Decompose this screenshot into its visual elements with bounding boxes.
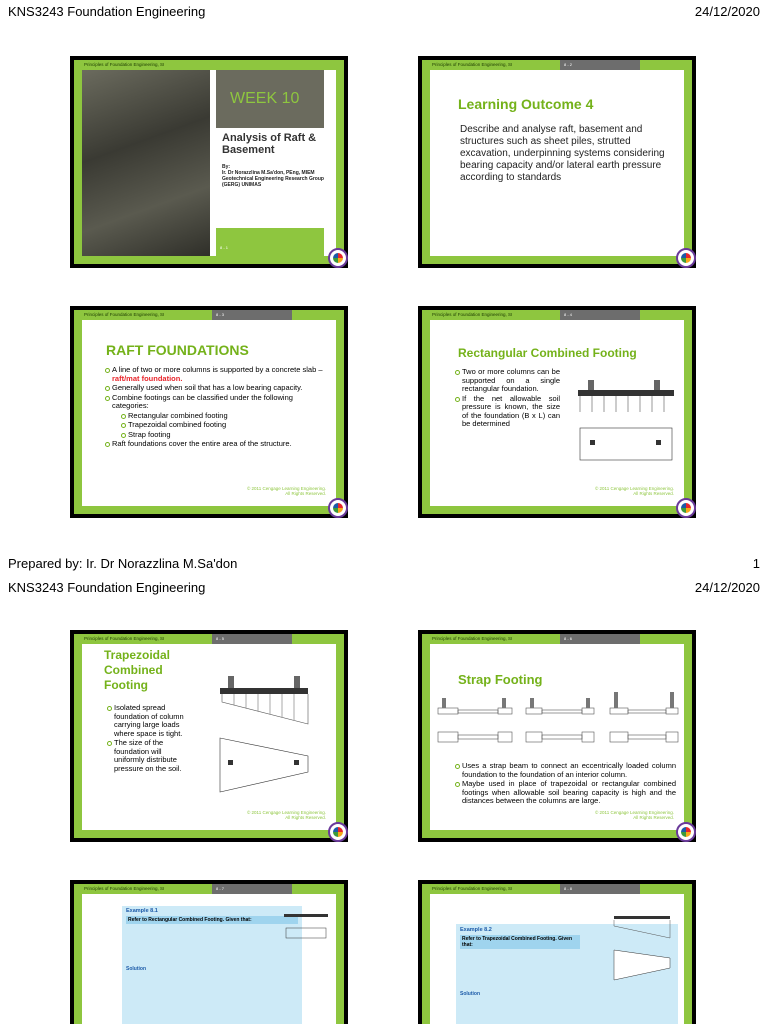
strap-footing-diagram xyxy=(434,692,688,752)
list-item: Uses a strap beam to connect an eccentrically loaded column foundation to the foundation of an interior column. xyxy=(454,762,676,779)
slide-5: Principles of Foundation Engineering, SI 8 - 5 Trapezoidal Combined Footing Isolated spread foundation of column carrying large loads where space is tight. The size of the foundation will uniformly distribute pressure on the soil. © 2011 Cengage Learning Engineering. All Rights Reserved. xyxy=(70,630,348,842)
slide-2-title: Learning Outcome 4 xyxy=(458,96,594,112)
list-item: Two or more columns can be supported on a single rectangular foundation. xyxy=(454,368,560,394)
list-item: Raft foundations cover the entire area of the structure. xyxy=(104,440,326,449)
slide-4-title: Rectangular Combined Footing xyxy=(458,346,637,360)
week-banner: WEEK 10 xyxy=(216,70,324,128)
cengage-logo-icon xyxy=(676,822,696,842)
slide-book-title: Principles of Foundation Engineering, SI xyxy=(82,60,336,70)
slide-2-body: Describe and analyse raft, basement and structures such as sheet piles, strutted excavation, underpinning systems considering bearing capacity and/or lateral earth pressure according to standards xyxy=(460,124,665,183)
trapezoidal-footing-diagram xyxy=(200,652,330,802)
list-item: Maybe used in place of trapezoidal or rectangular combined footings when allowable soil bearing capacity is high and the distances between the columns are large. xyxy=(454,780,676,806)
cengage-logo-icon xyxy=(328,498,348,518)
slide-4-bullets xyxy=(454,368,560,430)
slide-2: Principles of Foundation Engineering, SI 8 - 2 Learning Outcome 4 Describe and analyse raft, basement and structures such as sheet piles, strutted excavation, underpinning systems considering bearing capacity and/or lateral earth pressure according to standards xyxy=(418,56,696,268)
course-title: KNS3243 Foundation Engineering xyxy=(8,580,206,595)
list-item: A line of two or more columns is supported by a concrete slab – raft/mat foundation. xyxy=(104,366,326,383)
header-date: 24/12/2020 xyxy=(694,580,760,595)
list-item: Isolated spread foundation of column carrying large loads where space is tight. xyxy=(106,704,192,738)
slide-3-bullets xyxy=(104,366,326,450)
page-number: 1 xyxy=(752,556,760,571)
header-date: 24/12/2020 xyxy=(694,4,760,19)
example-box: Example 8.2 Refer to Trapezoidal Combined Footing. Given that: Solution xyxy=(456,924,678,1024)
rectangular-footing-diagram xyxy=(570,366,680,466)
slide-6: Principles of Foundation Engineering, SI 8 - 6 Strap Footing Uses a strap beam to connect an eccentrically loaded column foundation to the foundation of an interior column. Maybe used in place of trapezoidal or rectangular combined footings when allowable soil bearing capacity is high and the distances between the columns are large. © 2011 Cengage Learning Engineering. All Rights Reserved. xyxy=(418,630,696,842)
list-item: If the net allowable soil pressure is known, the size of the foundation (B x L) can be determined xyxy=(454,395,560,429)
list-item: Generally used when soil that has a low bearing capacity. xyxy=(104,384,326,393)
example-diagram xyxy=(282,904,332,944)
example-box: Example 8.1 Refer to Rectangular Combined Footing. Given that: Solution xyxy=(122,906,302,1024)
construction-photo xyxy=(82,70,210,256)
prepared-by: Prepared by: Ir. Dr Norazzlina M.Sa'don xyxy=(8,556,238,571)
slide-3: Principles of Foundation Engineering, SI 8 - 3 RAFT FOUNDATIONS A line of two or more columns is supported by a concrete slab – raft/mat foundation. Generally used when soil that has a low bearing capacity. Combine footings can be classified under the following categories: Rectangular combined footing Trapezoidal combined footing Strap footing Raft foundations cover the entire area of the structure. © 2011 Cengage Learning Engineering. All Rights Reserved. xyxy=(70,306,348,518)
slide-5-title: Trapezoidal Combined Footing xyxy=(104,648,171,692)
slide-1: Principles of Foundation Engineering, SI WEEK 10 Analysis of Raft & Basement By: Ir. Dr Norazzlina M.Sa'don, PEng, MIEM Geotechnical Engineering Research Group (GERG) UNIMAS 8 - 1 xyxy=(70,56,348,268)
cengage-logo-icon xyxy=(676,498,696,518)
list-item: The size of the foundation will uniformly distribute pressure on the soil. xyxy=(106,739,192,773)
cengage-logo-icon xyxy=(328,248,348,268)
page-header xyxy=(8,4,760,19)
slide-1-author: By: Ir. Dr Norazzlina M.Sa'don, PEng, MIEM Geotechnical Engineering Research Group (GERG) UNIMAS xyxy=(222,164,324,188)
slide-1-title: Analysis of Raft & Basement xyxy=(222,132,317,156)
list-item: Rectangular combined footing xyxy=(120,412,326,421)
list-item: Strap footing xyxy=(120,431,326,440)
slide-6-bullets xyxy=(454,762,676,807)
page-footer xyxy=(8,556,760,571)
slide-4: Principles of Foundation Engineering, SI 8 - 4 Rectangular Combined Footing Two or more columns can be supported on a single rectangular foundation. If the net allowable soil pressure is known, the size of the foundation (B x L) can be determined © 2011 Cengage Learning Engineering. All Rights Reserved. xyxy=(418,306,696,518)
slide-7: Principles of Foundation Engineering, SI 8 - 7 Example 8.1 Refer to Rectangular Combined Footing. Given that: Solution xyxy=(70,880,348,1024)
slide-3-title: RAFT FOUNDATIONS xyxy=(106,342,249,358)
slide-5-bullets xyxy=(106,704,192,774)
list-item: Trapezoidal combined footing xyxy=(120,421,326,430)
course-title: KNS3243 Foundation Engineering xyxy=(8,4,206,19)
slide-8: Principles of Foundation Engineering, SI 8 - 8 Example 8.2 Refer to Trapezoidal Combined Footing. Given that: Solution xyxy=(418,880,696,1024)
cengage-logo-icon xyxy=(328,822,348,842)
example-diagram xyxy=(606,902,676,982)
slide-6-title: Strap Footing xyxy=(458,672,543,687)
page-header-2 xyxy=(8,580,760,595)
cengage-logo-icon xyxy=(676,248,696,268)
list-item: Combine footings can be classified under the following categories: Rectangular combined footing Trapezoidal combined footing Strap footing xyxy=(104,394,326,440)
